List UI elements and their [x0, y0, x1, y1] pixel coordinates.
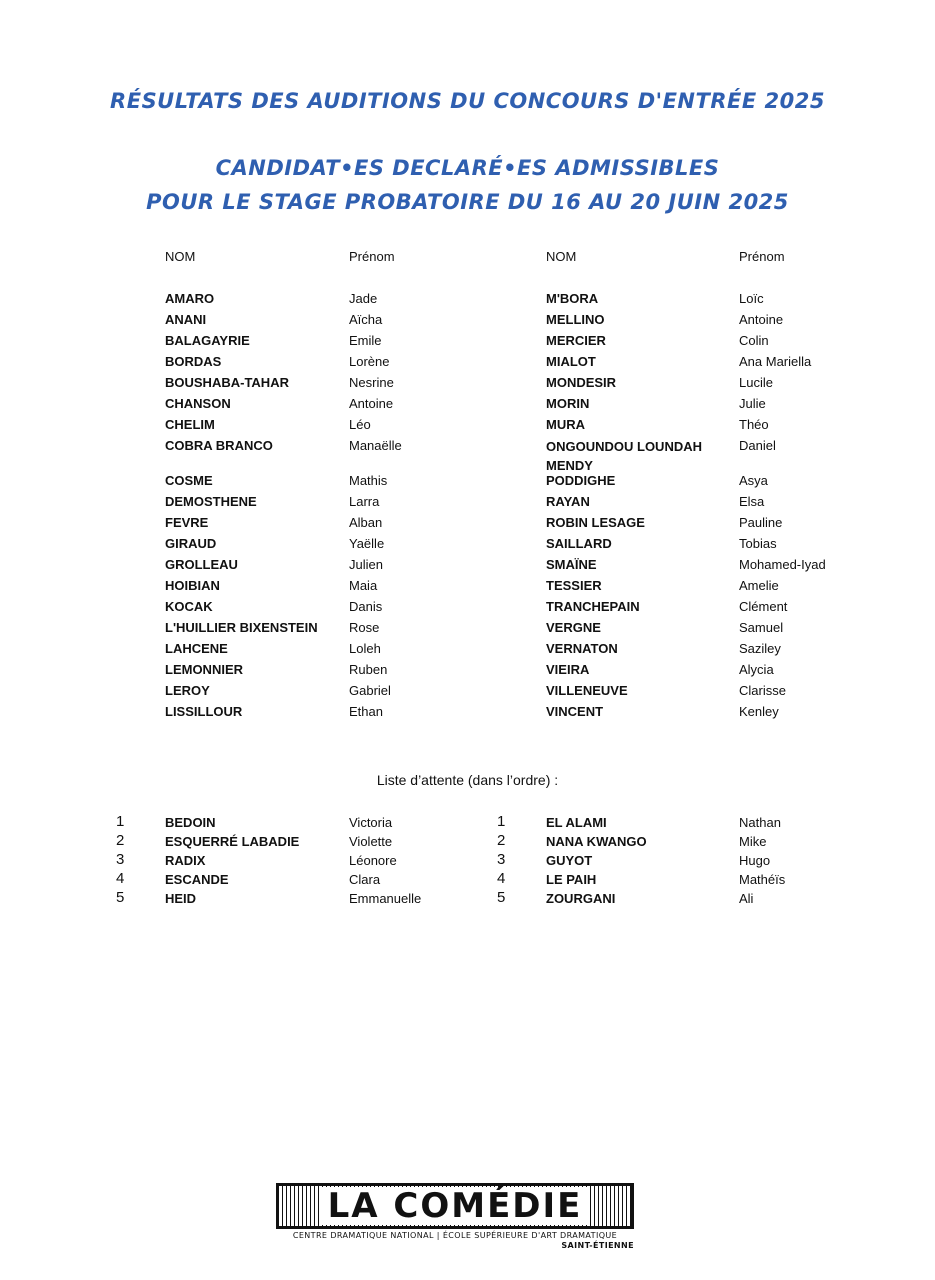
waitlist-prenom: Clara — [349, 872, 381, 887]
candidate-prenom: Lucile — [739, 375, 773, 390]
candidate-nom: HOIBIAN — [165, 578, 220, 593]
candidate-prenom: Loleh — [349, 641, 381, 656]
candidate-nom: BORDAS — [165, 354, 222, 369]
candidate-nom: TRANCHEPAIN — [546, 599, 640, 614]
candidate-prenom: Lorène — [349, 354, 390, 369]
candidate-nom: ANANI — [165, 312, 207, 327]
waitlist-prenom: Mathéïs — [739, 872, 786, 887]
candidate-prenom: Aïcha — [349, 312, 383, 327]
candidate-prenom: Emile — [349, 333, 382, 348]
candidate-prenom: Larra — [349, 494, 380, 509]
waitlist-nom: LE PAIH — [546, 872, 597, 887]
waitlist-nom: BEDOIN — [165, 815, 216, 830]
candidate-nom: VERGNE — [546, 620, 601, 635]
candidate-prenom: Ruben — [349, 662, 388, 677]
waitlist-prenom: Hugo — [739, 853, 771, 868]
waitlist-rank: 2 — [116, 832, 125, 849]
candidate-nom: LAHCENE — [165, 641, 228, 656]
candidate-nom: LEROY — [165, 683, 210, 698]
candidate-nom: DEMOSTHENE — [165, 494, 257, 509]
candidate-nom: AMARO — [165, 291, 215, 306]
main-title: RÉSULTATS DES AUDITIONS DU CONCOURS D'ENTRÉE 2025 — [110, 89, 825, 113]
waitlist-nom: ESCANDE — [165, 872, 229, 887]
candidate-prenom: Yaëlle — [349, 536, 385, 551]
candidate-nom: LISSILLOUR — [165, 704, 243, 719]
candidate-prenom: Clarisse — [739, 683, 786, 698]
candidate-prenom: Gabriel — [349, 683, 391, 698]
candidate-nom: COSME — [165, 473, 213, 488]
candidate-prenom: Colin — [739, 333, 769, 348]
candidate-prenom: Loïc — [739, 291, 764, 306]
waitlist-rank: 4 — [497, 870, 506, 887]
candidate-nom: VINCENT — [546, 704, 604, 719]
candidate-prenom: Rose — [349, 620, 380, 635]
candidate-prenom: Saziley — [739, 641, 781, 656]
candidate-prenom: Ana Mariella — [739, 354, 812, 369]
logo-subtitle: CENTRE DRAMATIQUE NATIONAL | ÉCOLE SUPÉRIEURE D'ART DRAMATIQUE — [292, 1231, 618, 1240]
la-comedie-logo — [276, 1183, 634, 1250]
waitlist-rank: 4 — [116, 870, 125, 887]
candidate-nom: L'HUILLIER BIXENSTEIN — [165, 620, 318, 635]
logo-city: SAINT-ÉTIENNE — [561, 1241, 634, 1250]
candidate-nom: VERNATON — [546, 641, 618, 656]
waitlist-nom: NANA KWANGO — [546, 834, 647, 849]
candidate-nom: TESSIER — [546, 578, 602, 593]
header-nom-right: NOM — [546, 249, 577, 264]
waitlist-rank: 1 — [497, 813, 506, 830]
candidate-nom: VIEIRA — [546, 662, 590, 677]
candidate-nom: MORIN — [546, 396, 590, 411]
candidate-nom: M'BORA — [546, 291, 599, 306]
candidate-nom: GROLLEAU — [165, 557, 238, 572]
candidate-prenom: Théo — [739, 417, 769, 432]
waitlist-prenom: Emmanuelle — [349, 891, 422, 906]
candidate-prenom: Antoine — [739, 312, 784, 327]
logo-word: LA COMÉDIE — [322, 1187, 589, 1225]
header-prenom-right: Prénom — [739, 249, 785, 264]
candidate-nom: SMAÏNE — [546, 557, 597, 572]
candidate-nom: FEVRE — [165, 515, 209, 530]
waitlist-rank: 1 — [116, 813, 125, 830]
candidate-prenom: Mohamed-Iyad — [739, 557, 826, 572]
candidate-nom: MIALOT — [546, 354, 596, 369]
waitlist-nom: HEID — [165, 891, 197, 906]
candidate-prenom: Léo — [349, 417, 371, 432]
waitlist-rank: 5 — [497, 889, 506, 906]
subtitle-line-1: CANDIDAT•ES DECLARÉ•ES ADMISSIBLES — [215, 156, 720, 180]
candidate-nom: MURA — [546, 417, 585, 432]
waitlist-nom: GUYOT — [546, 853, 593, 868]
candidate-nom: BOUSHABA-TAHAR — [165, 375, 289, 390]
header-prenom-left: Prénom — [349, 249, 395, 264]
candidate-nom: MERCIER — [546, 333, 606, 348]
candidate-nom: CHANSON — [165, 396, 231, 411]
candidate-nom: LEMONNIER — [165, 662, 243, 677]
candidate-prenom: Daniel — [739, 438, 776, 453]
waitlist-nom: EL ALAMI — [546, 815, 607, 830]
waitlist-nom: RADIX — [165, 853, 206, 868]
waitlist-prenom: Ali — [739, 891, 754, 906]
waitlist-rank: 3 — [116, 851, 125, 868]
waitlist-prenom: Mike — [739, 834, 767, 849]
waitlist-rank: 5 — [116, 889, 125, 906]
candidate-prenom: Julien — [349, 557, 383, 572]
candidate-nom: MONDESIR — [546, 375, 617, 390]
subtitle-line-2: POUR LE STAGE PROBATOIRE DU 16 AU 20 JUIN 2025 — [146, 190, 789, 214]
waitlist-title: Liste d’attente (dans l’ordre) : — [376, 772, 559, 788]
candidate-prenom: Alban — [349, 515, 383, 530]
candidate-prenom: Jade — [349, 291, 378, 306]
waitlist-nom: ESQUERRÉ LABADIE — [165, 834, 300, 849]
waitlist-rank: 2 — [497, 832, 506, 849]
candidate-prenom: Ethan — [349, 704, 383, 719]
candidate-prenom: Tobias — [739, 536, 777, 551]
waitlist-nom: ZOURGANI — [546, 891, 616, 906]
candidate-prenom: Pauline — [739, 515, 783, 530]
candidate-prenom: Manaëlle — [349, 438, 402, 453]
candidate-prenom: Danis — [349, 599, 383, 614]
logo-mark — [276, 1183, 634, 1229]
header-nom-left: NOM — [165, 249, 196, 264]
candidate-nom: VILLENEUVE — [546, 683, 628, 698]
candidate-nom: ROBIN LESAGE — [546, 515, 645, 530]
candidate-nom: MELLINO — [546, 312, 605, 327]
candidate-nom: PODDIGHE — [546, 473, 616, 488]
candidate-prenom: Asya — [739, 473, 768, 488]
candidate-nom: CHELIM — [165, 417, 215, 432]
candidate-nom: BALAGAYRIE — [165, 333, 250, 348]
waitlist-prenom: Violette — [349, 834, 393, 849]
candidate-nom: GIRAUD — [165, 536, 217, 551]
candidate-prenom: Antoine — [349, 396, 394, 411]
waitlist-prenom: Nathan — [739, 815, 781, 830]
candidate-prenom: Clément — [739, 599, 788, 614]
waitlist-prenom: Victoria — [349, 815, 393, 830]
candidate-prenom: Julie — [739, 396, 766, 411]
candidate-prenom: Elsa — [739, 494, 765, 509]
candidate-prenom: Mathis — [349, 473, 388, 488]
candidate-prenom: Maia — [349, 578, 378, 593]
waitlist-prenom: Léonore — [349, 853, 397, 868]
candidate-prenom: Samuel — [739, 620, 784, 635]
candidate-nom: RAYAN — [546, 494, 590, 509]
candidate-nom: COBRA BRANCO — [165, 438, 273, 453]
candidate-prenom: Nesrine — [349, 375, 394, 390]
candidate-prenom: Amelie — [739, 578, 779, 593]
candidate-nom: SAILLARD — [546, 536, 612, 551]
waitlist-rank: 3 — [497, 851, 506, 868]
candidate-prenom: Kenley — [739, 704, 779, 719]
candidate-nom: KOCAK — [165, 599, 213, 614]
candidate-prenom: Alycia — [739, 662, 774, 677]
candidate-nom: ONGOUNDOU LOUNDAH MENDY — [546, 439, 702, 473]
